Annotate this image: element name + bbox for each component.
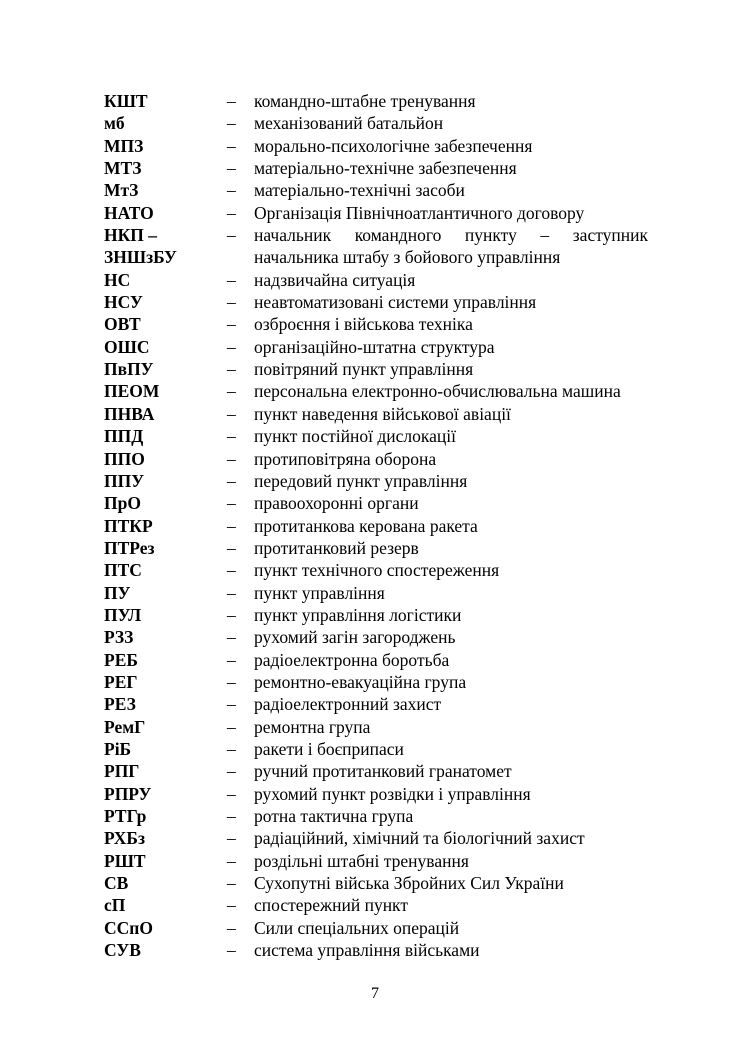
dash-separator: – — [227, 694, 236, 715]
abbreviation-definition: радіоелектронний захист — [254, 694, 442, 715]
abbreviation-definition: Сухопутні війська Збройних Сил України — [254, 873, 564, 894]
abbreviation-term: НС — [104, 269, 131, 290]
abbreviation-row — [104, 135, 664, 157]
abbreviation-row — [104, 470, 664, 492]
dash-separator: – — [227, 761, 236, 782]
abbreviation-term: ССпО — [104, 917, 153, 938]
abbreviation-row — [104, 358, 664, 380]
abbreviation-row — [104, 425, 664, 447]
dash-separator: – — [227, 850, 236, 871]
abbreviation-row — [104, 202, 664, 224]
abbreviation-list — [104, 90, 664, 961]
dash-separator: – — [227, 716, 236, 737]
abbreviation-definition: озброєння і військова техніка — [254, 314, 473, 335]
abbreviation-term: РПГ — [104, 761, 140, 782]
abbreviation-term: РТГр — [104, 806, 147, 826]
abbreviation-term: ПТРез — [104, 537, 155, 558]
abbreviation-row — [104, 827, 664, 849]
abbreviation-row — [104, 559, 664, 581]
abbreviation-term: РЕБ — [104, 649, 138, 670]
abbreviation-definition: рухомий загін загороджень — [254, 627, 456, 648]
abbreviation-row — [104, 157, 664, 179]
abbreviation-row — [104, 515, 664, 537]
abbreviation-definition: пункт управління — [254, 582, 385, 603]
dash-separator: – — [227, 560, 236, 581]
dash-separator: – — [227, 582, 236, 603]
abbreviation-row — [104, 269, 664, 291]
abbreviation-definition: Організація Північноатлантичного договору — [254, 202, 585, 223]
abbreviation-definition: протиповітряна оборона — [254, 448, 437, 469]
abbreviation-row — [104, 626, 664, 648]
dash-separator: – — [227, 314, 236, 335]
abbreviation-row — [104, 604, 664, 626]
abbreviation-row — [104, 850, 664, 872]
abbreviation-term: МТЗ — [104, 158, 142, 179]
dash-separator: – — [227, 806, 236, 826]
abbreviation-term: РШТ — [104, 850, 146, 871]
abbreviation-term: НКП – — [104, 225, 158, 246]
abbreviation-term: РемГ — [104, 716, 146, 737]
dash-separator: – — [227, 180, 236, 201]
abbreviation-row — [104, 738, 664, 760]
abbreviation-definition: передовий пункт управління — [254, 470, 468, 491]
abbreviation-definition: рухомий пункт розвідки і управління — [254, 783, 531, 804]
dash-separator: – — [227, 537, 236, 558]
dash-separator: – — [227, 917, 236, 938]
abbreviation-term: СВ — [104, 873, 129, 894]
abbreviation-definition: радіаційний, хімічний та біологічний захист — [254, 828, 585, 849]
abbreviation-row — [104, 671, 664, 693]
abbreviation-row — [104, 917, 664, 939]
dash-separator: – — [227, 113, 236, 134]
abbreviation-row — [104, 537, 664, 559]
dash-separator: – — [227, 649, 236, 670]
abbreviation-definition: роздільні штабні тренування — [254, 850, 469, 871]
abbreviation-term: мб — [104, 113, 125, 134]
abbreviation-term: ПУЛ — [104, 604, 142, 625]
abbreviation-term: ОВТ — [104, 314, 141, 335]
abbreviation-term: МтЗ — [104, 180, 139, 201]
abbreviation-term: ПНВА — [104, 403, 155, 424]
abbreviation-row — [104, 448, 664, 470]
dash-separator: – — [227, 448, 236, 469]
abbreviation-definition: ручний протитанковий гранатомет — [254, 761, 512, 782]
dash-separator: – — [227, 403, 236, 424]
dash-separator: – — [227, 895, 236, 916]
abbreviation-term: ППО — [104, 448, 145, 469]
abbreviation-definition: пункт технічного спостереження — [254, 560, 500, 581]
abbreviation-row — [104, 760, 664, 782]
abbreviation-definition: пункт управління логістики — [254, 604, 462, 625]
abbreviation-term: НСУ — [104, 292, 143, 313]
page-number: 7 — [371, 985, 379, 1002]
abbreviation-definition: спостережний пункт — [254, 895, 408, 916]
dash-separator: – — [227, 336, 236, 357]
abbreviation-definition: пункт наведення військової авіації — [254, 403, 511, 424]
abbreviation-row — [104, 246, 664, 268]
abbreviation-term: РЕГ — [104, 671, 138, 692]
abbreviation-term: ПЕОМ — [104, 381, 160, 402]
dash-separator: – — [227, 269, 236, 290]
dash-separator: – — [227, 783, 236, 804]
abbreviation-term: РЗЗ — [104, 627, 134, 648]
abbreviation-term: НАТО — [104, 202, 154, 223]
dash-separator: – — [227, 873, 236, 894]
abbreviation-definition: ремонтно-евакуаційна група — [254, 671, 467, 692]
abbreviation-row — [104, 112, 664, 134]
abbreviation-definition: ротна тактична група — [254, 806, 414, 826]
abbreviation-term: ОШС — [104, 336, 150, 357]
abbreviation-row — [104, 805, 664, 827]
dash-separator: – — [227, 202, 236, 223]
abbreviation-definition: надзвичайна ситуація — [254, 269, 416, 290]
abbreviation-definition: матеріально-технічне забезпечення — [254, 158, 517, 179]
dash-separator: – — [227, 493, 236, 514]
abbreviation-row — [104, 492, 664, 514]
dash-separator: – — [227, 381, 236, 402]
abbreviation-row — [104, 403, 664, 425]
dash-separator: – — [227, 426, 236, 447]
abbreviation-definition: протитанковий резерв — [254, 537, 419, 558]
dash-separator: – — [227, 604, 236, 625]
abbreviation-definition: механізований батальйон — [254, 113, 444, 134]
abbreviation-term: РПРУ — [104, 783, 152, 804]
abbreviation-row — [104, 783, 664, 805]
dash-separator: – — [227, 940, 236, 961]
abbreviation-row — [104, 336, 664, 358]
abbreviation-term: ПрО — [104, 493, 141, 514]
abbreviation-term: ПвПУ — [104, 359, 154, 380]
abbreviation-term: КШТ — [104, 91, 148, 111]
abbreviation-definition: протитанкова керована ракета — [254, 515, 478, 536]
abbreviation-row — [104, 179, 664, 201]
abbreviation-definition: командно-штабне тренування — [254, 91, 476, 111]
abbreviation-definition: організаційно-штатна структура — [254, 336, 495, 357]
dash-separator: – — [227, 828, 236, 849]
dash-separator: – — [227, 135, 236, 156]
abbreviation-definition: начальник командного пункту – заступник — [254, 225, 648, 246]
abbreviation-term: ППУ — [104, 470, 145, 491]
dash-separator: – — [227, 515, 236, 536]
abbreviation-definition: повітряний пункт управління — [254, 359, 474, 380]
dash-separator: – — [227, 91, 236, 111]
abbreviation-definition: морально-психологічне забезпечення — [254, 135, 533, 156]
dash-separator: – — [227, 225, 236, 246]
abbreviation-row — [104, 291, 664, 313]
dash-separator: – — [227, 627, 236, 648]
abbreviation-term: РіБ — [104, 738, 132, 759]
abbreviation-definition: радіоелектронна боротьба — [254, 649, 450, 670]
abbreviation-term: СУВ — [104, 940, 141, 961]
abbreviation-row — [104, 872, 664, 894]
abbreviation-row — [104, 224, 664, 246]
dash-separator: – — [227, 158, 236, 179]
dash-separator: – — [227, 292, 236, 313]
abbreviation-definition: матеріально-технічні засоби — [254, 180, 465, 201]
abbreviation-term: ПУ — [104, 582, 131, 603]
abbreviation-term: ЗНШзБУ — [104, 247, 177, 268]
dash-separator: – — [227, 738, 236, 759]
abbreviation-definition: неавтоматизовані системи управління — [254, 292, 537, 313]
dash-separator: – — [227, 470, 236, 491]
abbreviation-term: ПТКР — [104, 515, 153, 536]
abbreviation-definition: пункт постійної дислокації — [254, 426, 456, 447]
abbreviation-row — [104, 693, 664, 715]
abbreviation-row — [104, 380, 664, 402]
abbreviation-term: МПЗ — [104, 135, 144, 156]
abbreviation-row — [104, 894, 664, 916]
dash-separator: – — [227, 671, 236, 692]
abbreviation-row — [104, 313, 664, 335]
abbreviation-row — [104, 939, 664, 961]
abbreviation-definition: Сили спеціальних операцій — [254, 917, 460, 938]
abbreviation-definition: ракети і боєприпаси — [254, 738, 404, 759]
abbreviation-term: РЕЗ — [104, 694, 136, 715]
abbreviation-term: ППД — [104, 426, 144, 447]
dash-separator: – — [227, 359, 236, 380]
abbreviation-row — [104, 582, 664, 604]
abbreviation-term: ПТС — [104, 560, 142, 581]
abbreviation-term: РХБз — [104, 828, 145, 849]
abbreviation-row — [104, 716, 664, 738]
abbreviation-definition: персональна електронно-обчислювальна машина — [254, 381, 621, 402]
abbreviation-definition: начальника штабу з бойового управління — [254, 247, 561, 268]
abbreviation-definition: система управління військами — [254, 940, 480, 961]
abbreviation-row — [104, 90, 664, 112]
abbreviation-definition: ремонтна група — [254, 716, 371, 737]
abbreviation-definition: правоохоронні органи — [254, 493, 419, 514]
abbreviation-row — [104, 649, 664, 671]
abbreviation-term: сП — [104, 895, 126, 916]
